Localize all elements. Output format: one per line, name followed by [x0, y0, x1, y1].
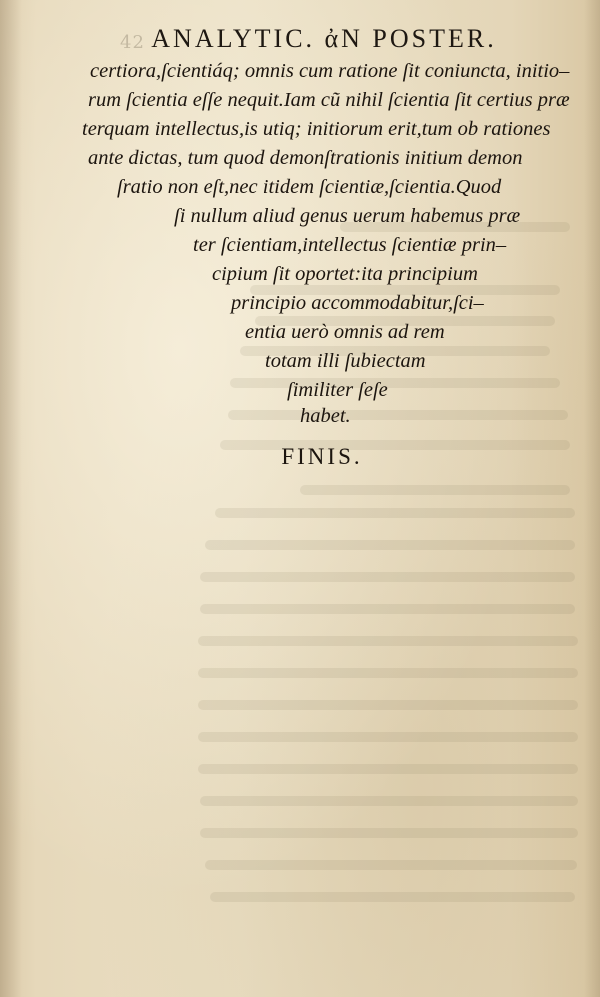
gutter-shadow [0, 0, 22, 997]
bleed-through-line [198, 732, 578, 742]
bleed-through-line [228, 410, 568, 420]
text-line: entia uerò omnis ad rem [245, 321, 445, 343]
bleed-through-line [198, 764, 578, 774]
page-edge-shadow [584, 0, 600, 997]
text-line: principio accommodabitur,ſci– [231, 292, 484, 314]
text-line: cipium ſit oportet:ita principium [212, 263, 478, 285]
bleed-through-line [205, 540, 575, 550]
text-line: totam illi ſubiectam [265, 350, 426, 372]
bleed-through-line [200, 828, 578, 838]
bleed-through-line [300, 485, 570, 495]
bleed-through-line [198, 668, 578, 678]
bleed-through-line [200, 572, 575, 582]
folio-number: 42 [120, 32, 145, 53]
bleed-through-line [210, 892, 575, 902]
text-line: certiora,ſcientiáq; omnis cum ratione ſit coniuncta, initio– [90, 60, 570, 82]
bleed-through-line [205, 860, 577, 870]
page-header [0, 24, 600, 58]
bleed-through-line [198, 700, 578, 710]
bleed-through-line [198, 636, 578, 646]
text-line: ſimiliter ſeſe [287, 379, 388, 401]
text-line: ſi nullum aliud genus uerum habemus præ [174, 205, 521, 227]
text-line: ſratio non eſt,nec itidem ſcientiæ,ſcientia.Quod [117, 176, 502, 198]
text-line: habet. [300, 405, 351, 427]
running-head: ANALYTIC. ἀN POSTER. [151, 24, 497, 53]
text-line: rum ſcientia eſſe nequit.Iam cũ nihil ſcientia ſit certius præ [88, 89, 570, 111]
bleed-through-line [200, 604, 575, 614]
bleed-through-line [230, 378, 560, 388]
text-line: ante dictas, tum quod demonſtrationis initium demon [88, 147, 523, 169]
text-line: ter ſcientiam,intellectus ſcientiæ prin– [193, 234, 507, 256]
bleed-through-line [215, 508, 575, 518]
bleed-through-line [200, 796, 578, 806]
text-line: terquam intellectus,is utiq; initiorum erit,tum ob rationes [82, 118, 551, 140]
finis-colophon: FINIS. [281, 444, 363, 469]
